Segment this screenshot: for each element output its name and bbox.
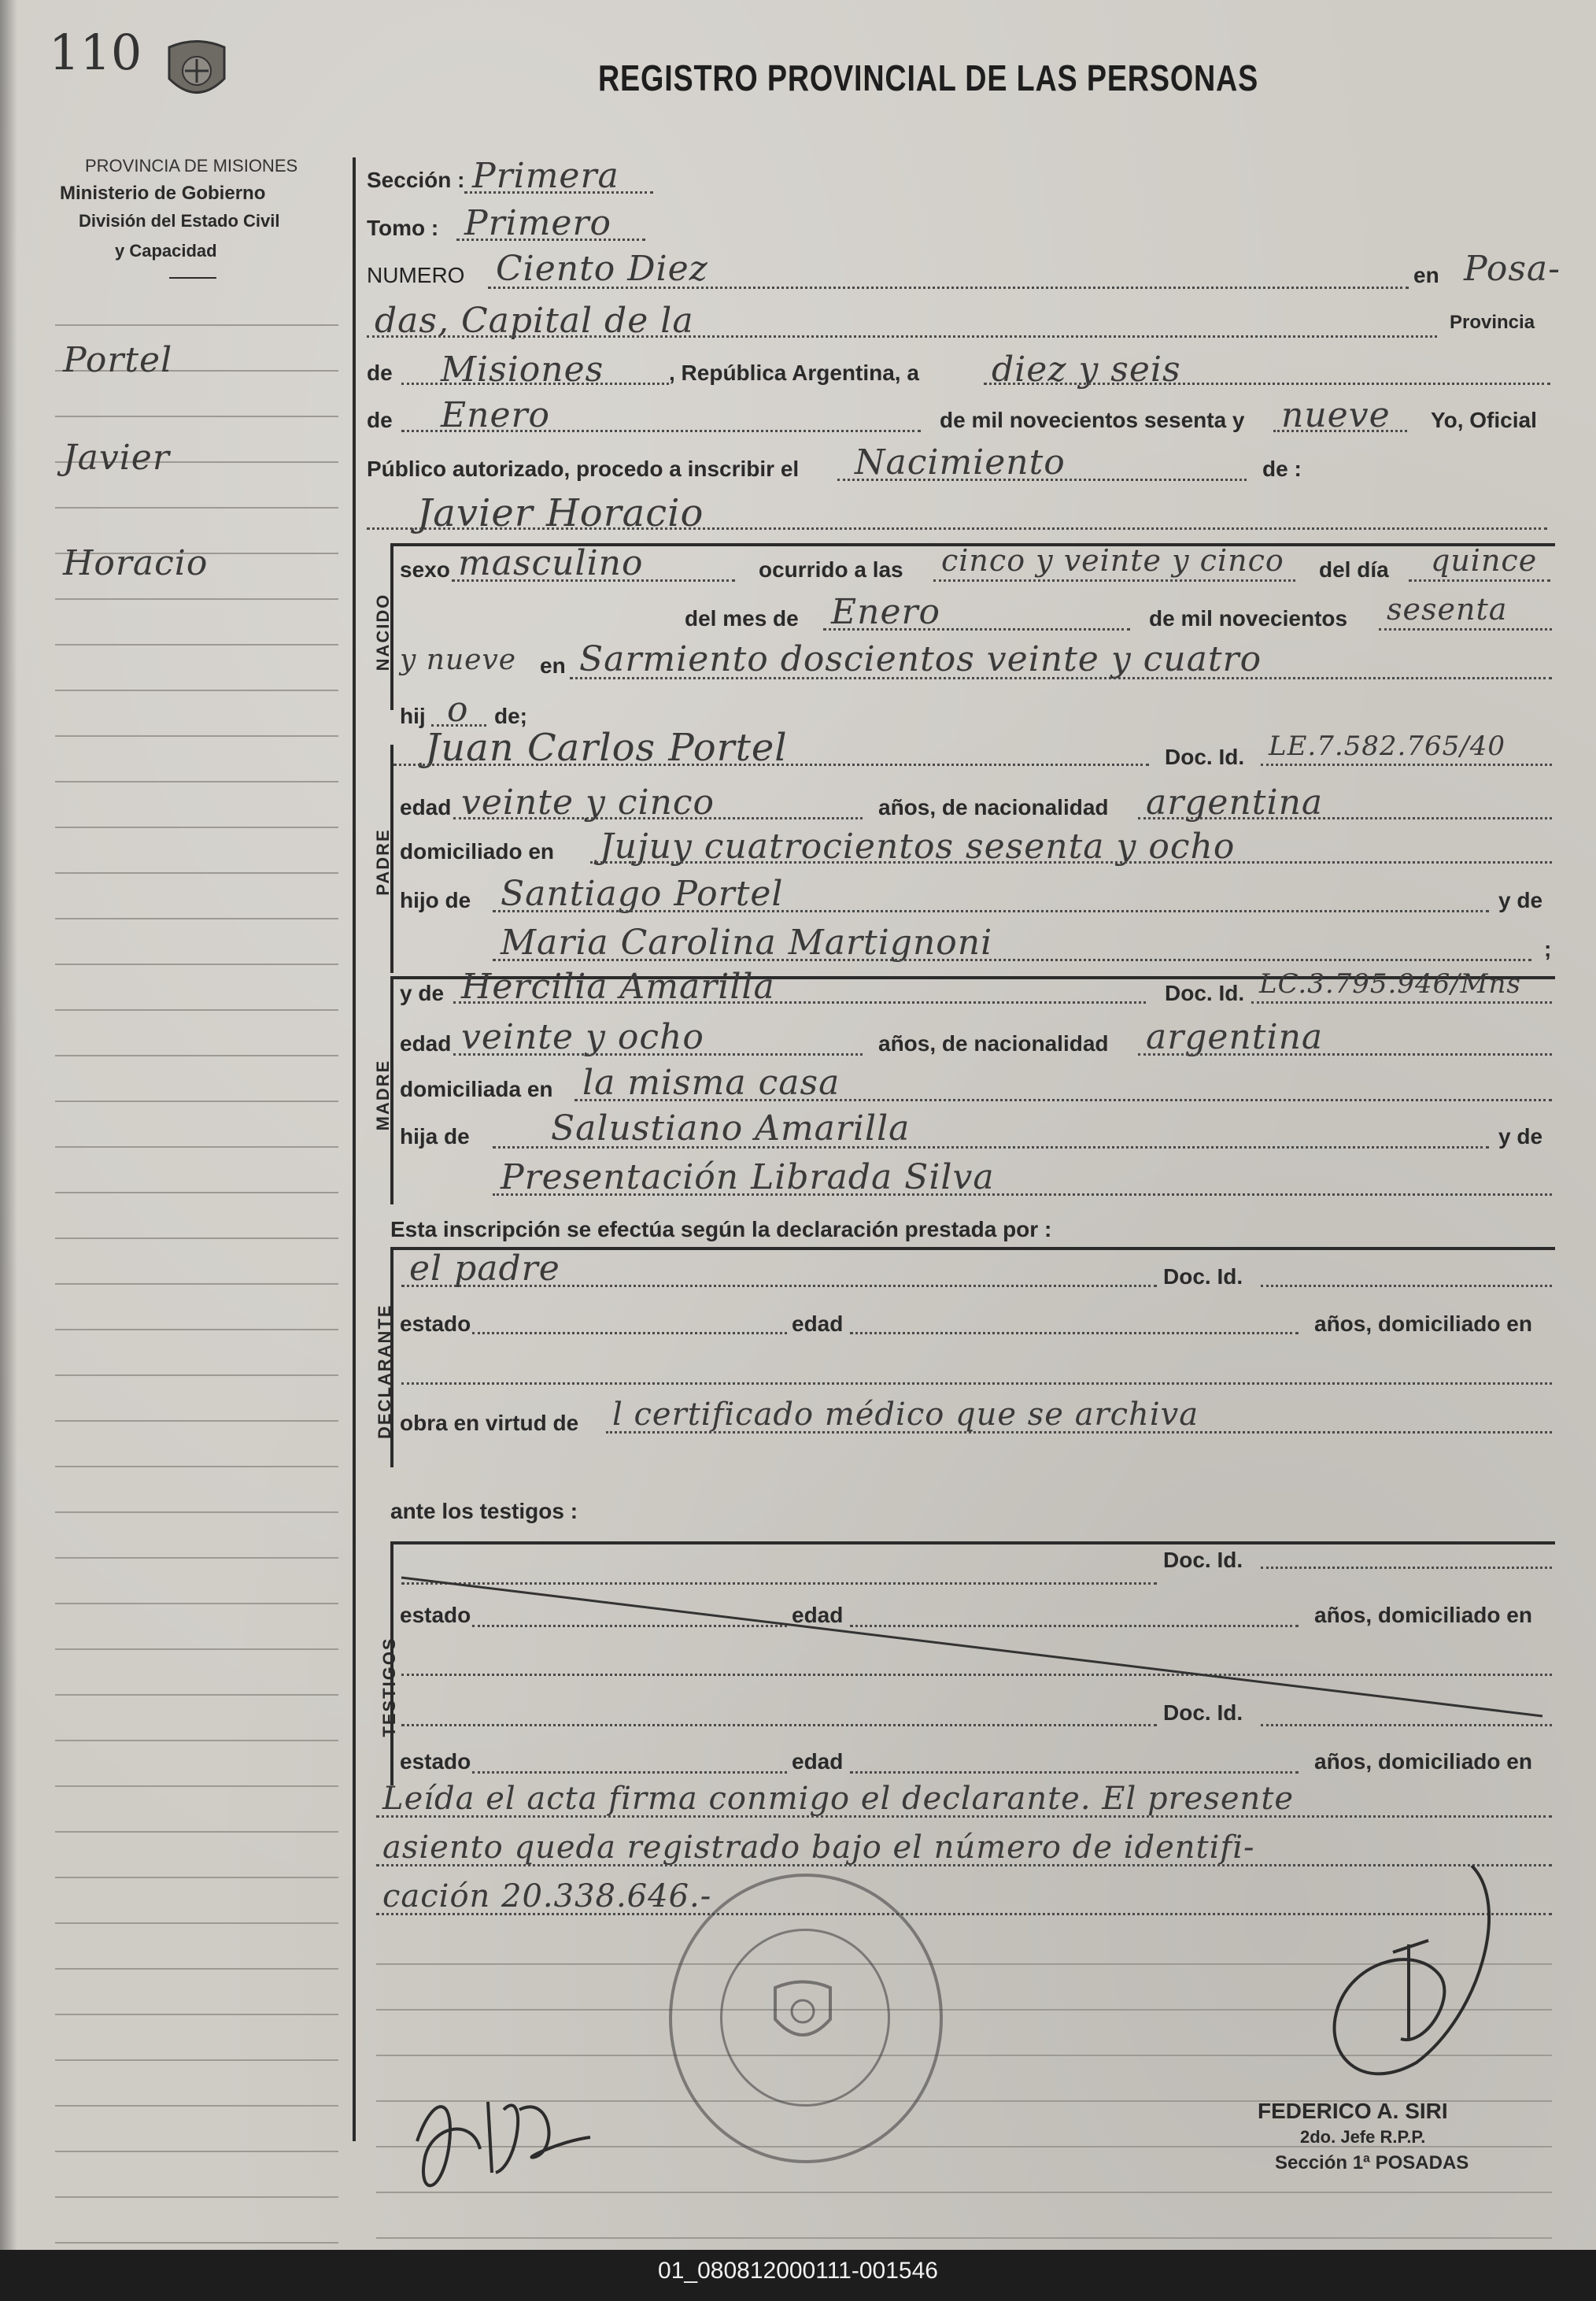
- anio-a-dots: [1379, 628, 1552, 631]
- padre-hijo-label: hijo de: [400, 888, 471, 912]
- margin-rule-line: [55, 918, 338, 919]
- de-label-1: de: [367, 361, 393, 385]
- hij-label: hij: [400, 704, 426, 728]
- officer-role: 2do. Jefe R.P.P.: [1300, 2127, 1426, 2147]
- declarante-bracket-top: [390, 1247, 1555, 1250]
- republica-label: , República Argentina, a: [669, 361, 919, 385]
- abuelo-pat-dots: [493, 910, 1489, 912]
- nombre-dots: [367, 527, 1547, 530]
- testigo1-estado-label: estado: [400, 1603, 471, 1627]
- en-label: en: [1413, 263, 1439, 287]
- margin-rule-line: [55, 781, 338, 782]
- madre-hija-label: hija de: [400, 1124, 470, 1149]
- madre-y-de-label: y de: [400, 981, 445, 1005]
- margin-surname: Portel: [63, 340, 173, 380]
- madre-y-de-end-label: y de: [1498, 1124, 1543, 1149]
- testigo2-doc-label: Doc. Id.: [1163, 1700, 1243, 1725]
- madre-side-label: MADRE: [373, 1059, 393, 1131]
- padre-dom-label: domiciliado en: [400, 839, 555, 864]
- obra-dots: [606, 1431, 1552, 1434]
- abuela-pat-dots: [493, 959, 1531, 961]
- margin-second-name: Horacio: [63, 543, 209, 583]
- seccion-dots: [464, 191, 653, 194]
- en-nacimiento-label: en: [540, 653, 566, 678]
- abuela-mat-value: Presentación Librada Silva: [501, 1157, 995, 1197]
- page-title: REGISTRO PROVINCIAL DE LAS PERSONAS: [598, 57, 1259, 98]
- fecha-dia-dots: [984, 383, 1550, 385]
- margin-rule-line: [55, 644, 338, 646]
- hora-dots: [933, 579, 1295, 582]
- testigo2-estado-label: estado: [400, 1749, 471, 1774]
- seccion-value: Primera: [472, 156, 619, 196]
- madre-doc-label: Doc. Id.: [1165, 981, 1245, 1005]
- margin-rule-line: [55, 324, 338, 326]
- margin-rule-line: [55, 1466, 338, 1467]
- madre-anios-label: años, de nacionalidad: [878, 1031, 1109, 1056]
- declarante-side-label: DECLARANTE: [375, 1304, 394, 1439]
- padre-nombre-value: Juan Carlos Portel: [425, 726, 788, 770]
- office-underline: [169, 277, 216, 279]
- margin-rule-line: [55, 2014, 338, 2015]
- margin-rule-line: [55, 827, 338, 828]
- cierre-line-3: cación 20.338.646.-: [382, 1878, 712, 1914]
- testigo2-estado-dots: [472, 1771, 787, 1774]
- provincial-seal-icon: [157, 31, 236, 110]
- margin-rule-line: [55, 1785, 338, 1787]
- testigo1-doc-label: Doc. Id.: [1163, 1548, 1243, 1572]
- tomo-dots: [456, 239, 645, 241]
- tomo-value: Primero: [464, 203, 611, 243]
- office-province: PROVINCIA DE MISIONES: [85, 156, 298, 176]
- de-colon-label: de :: [1262, 457, 1302, 481]
- padre-side-label: PADRE: [373, 828, 393, 896]
- acto-value: Nacimiento: [855, 442, 1066, 483]
- footer-reference: 01_080812000111-001546: [658, 2258, 938, 2284]
- nombre-value: Javier Horacio: [417, 491, 704, 535]
- anio-b-value: y nueve: [400, 644, 517, 676]
- ocurrido-label: ocurrido a las: [759, 557, 903, 582]
- margin-rule-line: [55, 1740, 338, 1741]
- margin-rule-line: [55, 1557, 338, 1559]
- margin-rule-line: [55, 1968, 338, 1970]
- padre-doc-label: Doc. Id.: [1165, 745, 1245, 769]
- declarant-signature: [401, 2062, 606, 2220]
- dia-value: quince: [1431, 543, 1538, 578]
- declarante-dom-dots: [401, 1382, 1552, 1385]
- margin-rule-line: [55, 1146, 338, 1148]
- testigos-side-label: TESTIGOS: [379, 1637, 399, 1737]
- madre-dom-value: la misma casa: [582, 1063, 840, 1103]
- ante-testigos-label: ante los testigos :: [390, 1499, 578, 1523]
- margin-rule-line: [55, 416, 338, 417]
- declarante-estado-label: estado: [400, 1311, 471, 1336]
- padre-edad-dots: [453, 817, 863, 819]
- provincia-label: Provincia: [1450, 312, 1535, 333]
- mes-value: Enero: [831, 592, 941, 632]
- margin-rule-line: [55, 1374, 338, 1376]
- declarante-edad-dots: [850, 1332, 1299, 1334]
- abuelo-pat-value: Santiago Portel: [501, 874, 784, 914]
- de-mil-label: de mil novecientos: [1149, 606, 1348, 631]
- esta-inscripcion-label: Esta inscripción se efectúa según la declaración prestada por :: [390, 1217, 1052, 1241]
- provincia-dots: [401, 383, 669, 385]
- margin-rule-line: [55, 1877, 338, 1878]
- padre-nac-value: argentina: [1146, 782, 1324, 823]
- declarante-doc-label: Doc. Id.: [1163, 1264, 1243, 1289]
- margin-rule-line: [55, 2242, 338, 2244]
- margin-rule-line: [55, 1009, 338, 1011]
- fecha-mes-dots: [401, 430, 921, 432]
- provincia-value: Misiones: [441, 350, 604, 390]
- margin-rule-line: [55, 507, 338, 509]
- numero-value: Ciento Diez: [496, 249, 708, 289]
- margin-rule-line: [55, 598, 338, 600]
- testigos-cancel-line: [393, 1567, 1558, 1724]
- obra-value: l certificado médico que se archiva: [612, 1397, 1199, 1433]
- declarante-edad-label: edad: [792, 1311, 844, 1336]
- abuelo-mat-dots: [493, 1146, 1489, 1149]
- padre-edad-label: edad: [400, 795, 452, 819]
- testigo2-doc-dots: [1261, 1724, 1552, 1726]
- madre-edad-label: edad: [400, 1031, 452, 1056]
- seal-emblem-icon: [767, 1976, 838, 2055]
- madre-nac-value: argentina: [1146, 1017, 1324, 1057]
- margin-rule-line: [55, 690, 338, 691]
- officer-name: FEDERICO A. SIRI: [1258, 2099, 1448, 2123]
- margin-rule-line: [55, 1237, 338, 1239]
- margin-rule-line: [55, 2059, 338, 2061]
- cierre-dots-1: [376, 1815, 1552, 1818]
- numero-label: NUMERO: [367, 263, 465, 287]
- testigo2-edad-label: edad: [792, 1749, 844, 1774]
- testigo1-anios-label: años, domiciliado en: [1314, 1603, 1532, 1627]
- publico-label: Público autorizado, procedo a inscribir el: [367, 457, 800, 481]
- testigo2-anios-label: años, domiciliado en: [1314, 1749, 1532, 1774]
- margin-rule-line: [55, 1192, 338, 1193]
- sexo-value: masculino: [458, 543, 644, 583]
- acto-dots: [837, 479, 1247, 481]
- abuelo-mat-value: Salustiano Amarilla: [551, 1108, 911, 1149]
- margin-first-name: Javier: [63, 438, 170, 478]
- main-divider: [353, 157, 356, 2141]
- madre-nac-dots: [1138, 1053, 1552, 1056]
- margin-rule-line: [55, 1420, 338, 1422]
- madre-edad-value: veinte y ocho: [461, 1017, 704, 1057]
- hij-value: o: [447, 690, 469, 730]
- madre-doc-value: LC.3.795.946/Mns: [1259, 968, 1521, 1000]
- madre-edad-dots: [453, 1053, 863, 1056]
- declarante-anios-label: años, domiciliado en: [1314, 1311, 1532, 1336]
- fecha-dia-value: diez y seis: [992, 350, 1181, 390]
- dia-dots: [1409, 579, 1550, 582]
- mil-sesenta-label: de mil novecientos sesenta y: [940, 408, 1245, 432]
- madre-dom-dots: [574, 1099, 1552, 1101]
- tomo-label: Tomo :: [367, 216, 439, 240]
- abuela-mat-dots: [493, 1193, 1552, 1196]
- declarante-value: el padre: [409, 1249, 560, 1289]
- padre-doc-dots: [1261, 764, 1552, 766]
- de-label-2: de: [367, 408, 393, 432]
- lugar-dots: [367, 335, 1437, 338]
- padre-y-de-label: y de: [1498, 888, 1543, 912]
- cierre-line-2: asiento queda registrado bajo el número de identifi-: [382, 1829, 1255, 1866]
- de-semi-label: de;: [494, 704, 527, 728]
- lugar-nac-dots: [570, 677, 1552, 679]
- madre-dom-label: domiciliada en: [400, 1077, 553, 1101]
- testigo1-edad-label: edad: [792, 1603, 844, 1627]
- declarante-estado-dots: [472, 1332, 787, 1334]
- margin-rule-line: [55, 964, 338, 965]
- fecha-mes-value: Enero: [441, 395, 551, 435]
- margin-rule-line: [55, 1831, 338, 1833]
- padre-nombre-dots: [393, 764, 1149, 766]
- margin-rule-line: [55, 1694, 338, 1696]
- margin-rule-line: [55, 2105, 338, 2107]
- testigo2-edad-dots: [850, 1771, 1299, 1774]
- folio-number: 110: [49, 24, 142, 81]
- margin-rule-line: [55, 1283, 338, 1285]
- page-edge-shadow: [0, 0, 17, 2250]
- sexo-dots: [452, 579, 735, 582]
- testigo2-name-dots: [401, 1724, 1157, 1726]
- margin-rule-line: [55, 1055, 338, 1056]
- margin-rule-line: [55, 1329, 338, 1330]
- margin-rule-line: [55, 1922, 338, 1924]
- abuela-pat-value: Maria Carolina Martignoni: [501, 923, 993, 963]
- sexo-label: sexo: [400, 557, 450, 582]
- fecha-anio-dots: [1273, 430, 1407, 432]
- yo-oficial-label: Yo, Oficial: [1431, 408, 1537, 432]
- padre-nac-dots: [1138, 817, 1552, 819]
- del-mes-label: del mes de: [685, 606, 799, 631]
- padre-semicolon: ;: [1544, 937, 1552, 961]
- margin-rule-line: [55, 2196, 338, 2198]
- obra-label: obra en virtud de: [400, 1411, 579, 1435]
- margin-rule-line: [55, 2151, 338, 2152]
- lower-rule-line: [376, 2237, 1552, 2239]
- margin-rule-line: [55, 872, 338, 874]
- padre-doc-value: LE.7.582.765/40: [1269, 731, 1505, 762]
- madre-nombre-dots: [453, 1001, 1146, 1004]
- padre-anios-label: años, de nacionalidad: [878, 795, 1109, 819]
- margin-rule-line: [55, 1101, 338, 1102]
- nacido-side-label: NACIDO: [373, 593, 393, 671]
- officer-section: Sección 1ª POSADAS: [1275, 2152, 1469, 2173]
- margin-rule-line: [55, 735, 338, 737]
- office-division: División del Estado Civil: [79, 211, 280, 231]
- hora-value: cinco y veinte y cinco: [941, 543, 1284, 578]
- declarante-doc-dots: [1261, 1285, 1552, 1287]
- fecha-anio-value: nueve: [1281, 395, 1391, 435]
- seccion-label: Sección :: [367, 168, 465, 192]
- margin-rule-line: [55, 1511, 338, 1513]
- mes-dots: [823, 628, 1130, 631]
- margin-rule-line: [55, 1603, 338, 1604]
- padre-edad-value: veinte y cinco: [461, 782, 715, 823]
- anio-a-value: sesenta: [1387, 592, 1508, 627]
- del-dia-label: del día: [1319, 557, 1389, 582]
- lugar-value-2: das, Capital de la: [375, 301, 694, 341]
- declarante-dots: [401, 1285, 1157, 1287]
- office-ministry: Ministerio de Gobierno: [60, 183, 266, 204]
- lugar-value-1: Posa-: [1464, 249, 1561, 289]
- padre-dom-value: Jujuy cuatrocientos sesenta y ocho: [600, 827, 1236, 867]
- lugar-nac-value: Sarmiento doscientos veinte y cuatro: [579, 639, 1262, 679]
- office-capacity: y Capacidad: [115, 241, 217, 261]
- testigos-bracket-top: [390, 1541, 1555, 1544]
- numero-dots: [488, 287, 1409, 289]
- cierre-line-1: Leída el acta firma conmigo el declarante. El presente: [382, 1781, 1295, 1817]
- madre-nombre-value: Hercilia Amarilla: [461, 967, 775, 1007]
- margin-rule-line: [55, 1648, 338, 1650]
- officer-signature: [1291, 1858, 1527, 2094]
- madre-doc-dots: [1251, 1001, 1552, 1004]
- padre-dom-dots: [590, 861, 1552, 864]
